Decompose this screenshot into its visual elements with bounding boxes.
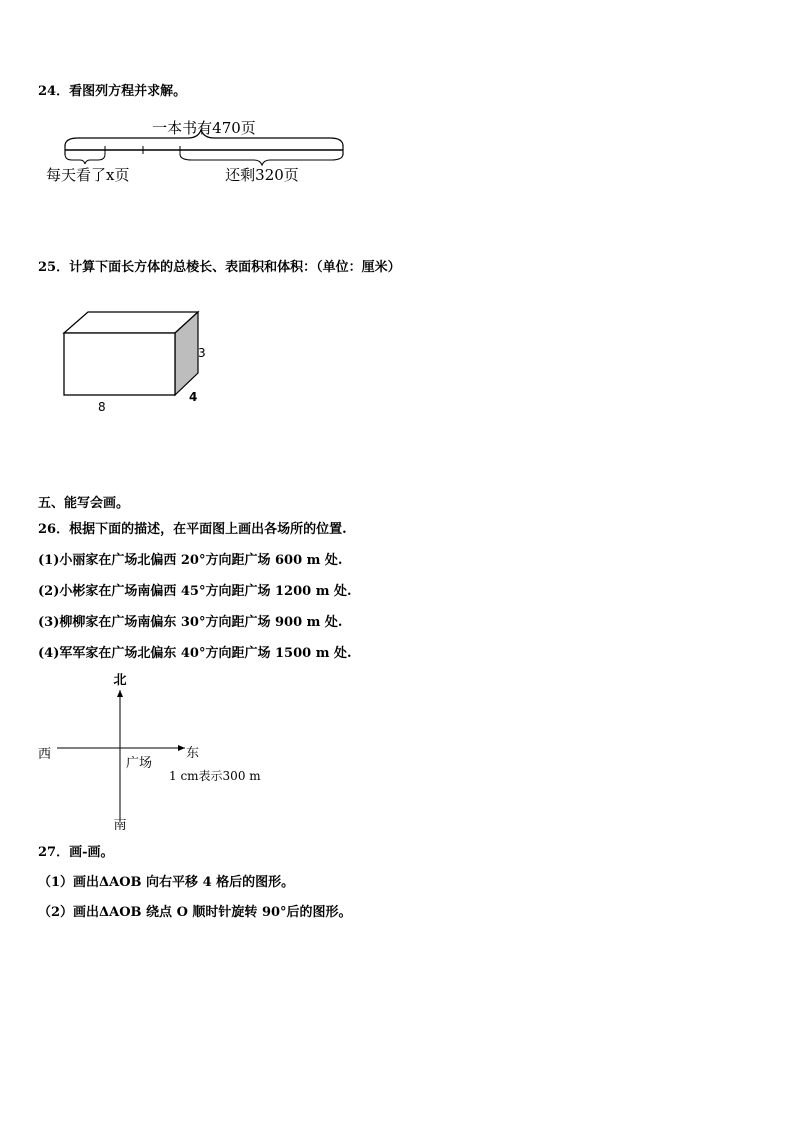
daily-brace bbox=[65, 154, 105, 164]
q27-item-2: （2）画出ΔAOB 绕点 O 顺时针旋转 90°后的图形。 bbox=[38, 905, 352, 920]
compass-diagram bbox=[30, 668, 290, 838]
q24-line-diagram bbox=[46, 112, 358, 192]
q24-title: 24．看图列方程并求解。 bbox=[38, 84, 187, 99]
west-label: 西 bbox=[38, 747, 52, 762]
q27-item-1: （1）画出ΔAOB 向右平移 4 格后的图形。 bbox=[38, 875, 295, 890]
q25-title: 25．计算下面长方体的总棱长、表面积和体积：（单位：厘米） bbox=[38, 260, 401, 275]
q26-item-1: (1)小丽家在广场北偏西 20°方向距广场 600 m 处. bbox=[38, 553, 343, 568]
remain-label: 还剩320页 bbox=[225, 166, 299, 184]
section5-title: 五、能写会画。 bbox=[38, 496, 130, 511]
daily-label: 每天看了x页 bbox=[46, 166, 130, 184]
q27-title: 27．画-画。 bbox=[38, 845, 114, 860]
height-label: 3 bbox=[198, 346, 206, 360]
q26-title: 26．根据下面的描述，在平面图上画出各场所的位置. bbox=[38, 522, 347, 537]
plaza-label: 广场 bbox=[126, 756, 153, 771]
q26-item-2: (2)小彬家在广场南偏西 45°方向距广场 1200 m 处. bbox=[38, 584, 352, 599]
q26-item-4: (4)军军家在广场北偏东 40°方向距广场 1500 m 处. bbox=[38, 646, 352, 661]
north-label: 北 bbox=[113, 673, 127, 688]
scale-label: 1 cm表示300 m bbox=[169, 769, 261, 783]
length-label: 8 bbox=[98, 400, 106, 414]
cuboid-figure bbox=[55, 305, 225, 420]
total-label: 一本书有470页 bbox=[152, 119, 256, 137]
cuboid-front-face bbox=[64, 333, 175, 395]
south-label: 南 bbox=[113, 818, 127, 833]
east-label: 东 bbox=[186, 746, 200, 761]
q26-item-3: (3)柳柳家在广场南偏东 30°方向距广场 900 m 处. bbox=[38, 615, 343, 630]
width-label: 4 bbox=[189, 390, 198, 404]
remain-brace bbox=[180, 154, 343, 165]
